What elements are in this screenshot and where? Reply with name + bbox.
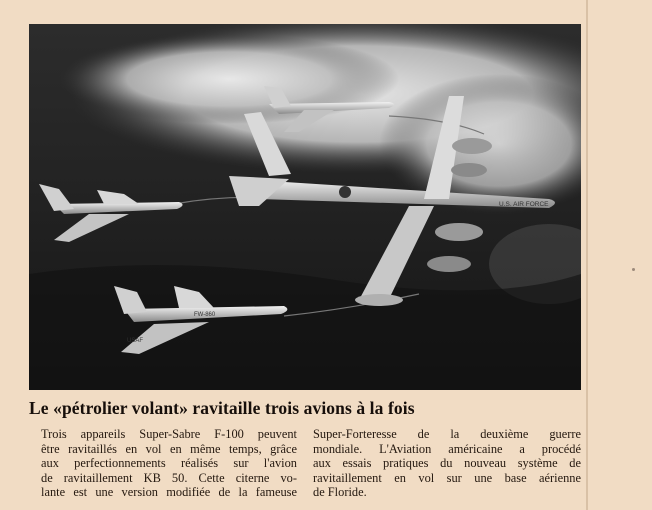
paragraph-line: aux perfectionnements réalisés sur l'avion	[41, 456, 297, 471]
paragraph-line: lante est une version modifiée de la fameuse	[41, 485, 297, 500]
paragraph-line: de ravitaillement KB 50. Cette citerne vo-	[41, 470, 297, 485]
fighter-serial: FW-860	[194, 312, 216, 318]
paragraph-line: être ravitaillés en vol en même temps, grâce	[41, 441, 297, 456]
tanker-marking: U.S. AIR FORCE	[499, 201, 549, 208]
page-fold	[586, 0, 588, 510]
fighter-usaf-marking: USAF	[127, 338, 144, 344]
article-column-left	[41, 427, 297, 500]
aerial-refueling-photo	[29, 24, 581, 390]
paper-speck	[632, 268, 635, 271]
paragraph-line: ravitaillement en vol sur une base aérienne	[313, 470, 581, 485]
paragraph-line: de Floride.	[313, 485, 367, 500]
article-headline: Le «pétrolier volant» ravitaille trois avions à la fois	[29, 398, 415, 418]
paragraph-line: mondiale. L'Aviation américaine a procédé	[313, 441, 581, 456]
paragraph-line: aux essais pratiques du nouveau système de	[313, 456, 581, 471]
paragraph-line: Trois appareils Super-Sabre F-100 peuvent	[41, 427, 297, 441]
article-column-right	[313, 427, 581, 500]
paragraph-line: Super-Forteresse de la deuxième guerre	[313, 427, 581, 441]
